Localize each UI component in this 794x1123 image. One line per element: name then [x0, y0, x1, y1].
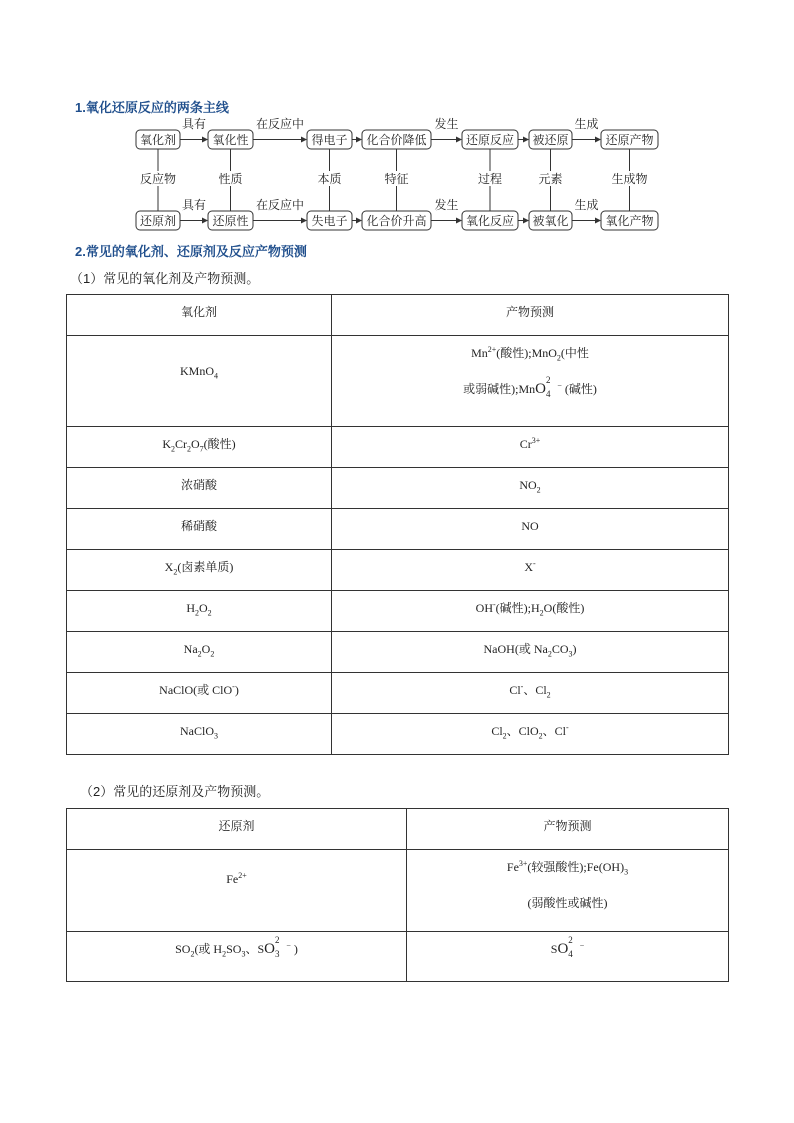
- bottom-node-label: 失电子: [311, 214, 348, 228]
- product-naclo3: $Cl_2$、ClO$_2$、Cl-: [332, 714, 729, 755]
- table-row: [67, 591, 729, 632]
- top-node-label: 得电子: [311, 133, 348, 147]
- table-row: [67, 673, 729, 714]
- header-oxidant: 氧化剂: [67, 295, 332, 336]
- reductant-fe2: $Fe^{2+}$: [67, 850, 407, 932]
- arrow-label: 具有: [181, 117, 207, 131]
- reductant-so2: $SO_2$(或 $H_2SO_3$、SO 2 3 − ): [67, 932, 407, 982]
- middle-label: 元素: [538, 172, 563, 186]
- oxidant-na2o2: $Na_2O_2$: [67, 632, 332, 673]
- oxidant-dilute-nitric: 稀硝酸: [67, 509, 332, 550]
- oxidant-subtitle: （1）常见的氧化剂及产物预测。: [70, 271, 260, 286]
- top-node-label: 氧化性: [212, 133, 249, 147]
- table-row: [67, 468, 729, 509]
- bottom-node-label: 氧化产物: [605, 214, 654, 228]
- top-node-label: 化合价降低: [366, 133, 427, 147]
- product-na2o2: NaOH(或 $Na_2CO_3$): [332, 632, 729, 673]
- oxidant-h2o2: $H_2O_2$: [67, 591, 332, 632]
- bottom-node-label: 还原性: [212, 214, 249, 228]
- table-row: [67, 932, 729, 982]
- table-row: [67, 632, 729, 673]
- reductant-subtitle: （2）常见的还原剂及产物预测。: [80, 784, 270, 799]
- product-h2o2: OH-(碱性)$;H_2O$(酸性): [332, 591, 729, 632]
- table-row: [67, 509, 729, 550]
- bottom-node-label: 化合价升高: [366, 214, 427, 228]
- arrow-label: 生成: [574, 198, 599, 212]
- oxidant-naclo: NaClO(或 ClO-): [67, 673, 332, 714]
- table-row: [67, 427, 729, 468]
- section1-title: 1.氧化还原反应的两条主线: [75, 100, 229, 115]
- arrow-label: 发生: [434, 117, 459, 131]
- middle-label: 本质: [317, 172, 342, 186]
- product-kmno4: $Mn^{2+}$(酸性);MnO$_2$(中性 或弱碱性);MnO 2 4 − (碱性): [332, 336, 729, 427]
- product-fe2: $Fe^{3+}$(较强酸性)$;Fe(OH)_3$ (弱酸性或碱性): [407, 850, 729, 932]
- top-node-label: 氧化剂: [139, 133, 177, 147]
- table-row: [67, 550, 729, 591]
- header-product: 产物预测: [407, 809, 729, 850]
- product-naclo: Cl-、$Cl_2$: [332, 673, 729, 714]
- middle-label: 反应物: [139, 172, 177, 186]
- oxidant-halogen: $X_2$(卤素单质): [67, 550, 332, 591]
- bottom-node-label: 被氧化: [532, 214, 569, 228]
- arrow-label: 发生: [434, 198, 459, 212]
- middle-label: 过程: [477, 172, 503, 186]
- table-header-row: [67, 295, 729, 336]
- oxidant-conc-nitric: 浓硝酸: [67, 468, 332, 509]
- oxidant-table: [66, 294, 729, 755]
- bottom-node-label: 还原剂: [139, 214, 177, 228]
- top-node-label: 还原产物: [605, 133, 654, 147]
- oxidant-k2cr2o7: $K_2Cr_2O_7$(酸性): [67, 427, 332, 468]
- arrow-label: 具有: [181, 198, 207, 212]
- middle-label: 生成物: [611, 172, 648, 186]
- top-node-label: 还原反应: [465, 133, 515, 147]
- oxidant-kmno4: KMnO$_4$: [67, 336, 332, 427]
- redox-mainline-diagram: [0, 0, 794, 240]
- product-halogen: X-: [332, 550, 729, 591]
- table-row: [67, 714, 729, 755]
- arrow-label: 生成: [574, 117, 599, 131]
- middle-label: 特征: [384, 172, 409, 186]
- table-row: [67, 850, 729, 932]
- table-header-row: [67, 809, 729, 850]
- product-conc-nitric: $NO_2$: [332, 468, 729, 509]
- oxidant-naclo3: NaClO$_3$: [67, 714, 332, 755]
- table-row: [67, 336, 729, 427]
- header-reductant: 还原剂: [67, 809, 407, 850]
- section2-title: 2.常见的氧化剂、还原剂及反应产物预测: [75, 244, 307, 259]
- arrow-label: 在反应中: [255, 117, 305, 131]
- product-k2cr2o7: $Cr^{3+}$: [332, 427, 729, 468]
- product-dilute-nitric: NO: [332, 509, 729, 550]
- bottom-node-label: 氧化反应: [465, 214, 515, 228]
- top-node-label: 被还原: [532, 133, 569, 147]
- middle-label: 性质: [218, 172, 243, 186]
- header-product: 产物预测: [332, 295, 729, 336]
- product-so4: SO 2 4 −: [407, 932, 729, 982]
- arrow-label: 在反应中: [255, 198, 305, 212]
- reductant-table: [66, 808, 729, 982]
